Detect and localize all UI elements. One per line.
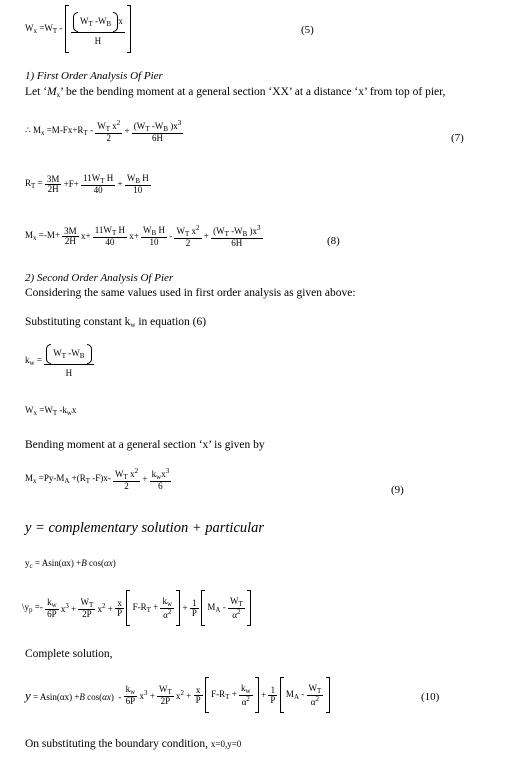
paragraph-bending-moment-definition: Let ‘$M_x$’ be the bending moment at a general section ‘XX’ at a distance ‘x’ from top of pier, [25, 86, 446, 99]
equation-number-9: (9) [391, 484, 404, 496]
para3-text: Substituting constant k [25, 316, 131, 328]
equation-9: $M_x =Py-M_A +(R_T$ -F)x- $\frac{W_T x^2}{2}$ + $\frac{k_wx^3}{6}$ [25, 467, 170, 491]
section-heading-second-order: 2) Second Order Analysis Of Pier [25, 272, 174, 284]
para1-pre: Let ‘ [25, 86, 48, 98]
equation-10: y = Asin(αx) +B cos(αx) - $\frac{k_w}{6P}$ $x^3$ + $\frac{W_T}{2P}$ $x^2$ + $\frac{x}{P}$ $F-R_T$ + $\frac{k_w}{\alpha^2}$ + $\frac{1}{P}$ $M_A$ - $\frac{W_T}{\alpha^2}$ [25, 677, 330, 713]
section-heading-first-order: 1) First Order Analysis Of Pier [25, 70, 163, 82]
equation-yc: $y_c = Asin(\alpha x) +B$ cos(αx) [25, 558, 116, 570]
equation-7: ∴ $M_x =M-Fx+R_T$ - $\frac{W_T x^2}{2}$ + $\frac{(W_T -W_B )x^3}{6H}$ [25, 119, 182, 143]
equation-kw: $k_w$ = $\frac{W_T -W_B}{H}$ [25, 344, 94, 378]
para1-post: ’ be the bending moment at a general section ‘XX’ at a distance ‘x’ from top of pier, [60, 86, 446, 98]
paragraph-boundary-condition [25, 738, 241, 750]
paragraph-bending-moment-section: Bending moment at a general section ‘x’ is given by [25, 439, 265, 451]
equation-number-7: (7) [451, 132, 464, 144]
equation-wx: $W_x =W_T$ $-k_wx$ [25, 405, 77, 417]
equation-5: $W_x =W_T$ - $\frac{W_T -W_B x}{H}$ [25, 5, 131, 53]
equation-reaction-rt: $R_T$ = $\frac{3M}{2H}$ +F+ $\frac{11W_T H}{40}$ + $\frac{W_B H}{10}$ [25, 173, 149, 195]
para1-symbol: M [47, 86, 57, 98]
paragraph-complete-solution: Complete solution, [25, 648, 113, 660]
para6-text: On substituting the boundary condition, [25, 738, 209, 750]
paragraph-same-values: Considering the same values used in first order analysis as given above: [25, 287, 356, 299]
equation-number-8: (8) [327, 235, 340, 247]
para3-post: in equation (6) [135, 316, 207, 328]
equation-8: $M_x =-M+$ $\frac{3M}{2H}$ x+ $\frac{11W_T H}{40}$ x+ $\frac{W_B H}{10}$ - $\frac{W_T x^2}{2}$ + $\frac{(W_T -W_B )x^3}{6H}$ [25, 224, 261, 248]
equation-number-10: (10) [421, 691, 440, 703]
solution-statement: y = complementary solution + particular [25, 520, 265, 536]
equation-yp: $\backslash y_p$ =- $\frac{k_w}{6P}$ $x^3$ + $\frac{W_T}{2P}$ $x^2$ + $\frac{x}{P}$ $F-R_T$ + $\frac{k_w}{\alpha^2}$ + $\frac{1}{P}$ $M_A$ - $\frac{W_T}{\alpha^2}$ [22, 590, 251, 626]
para6-cond: x=0,y=0 [210, 739, 242, 749]
para3-sub: w [130, 321, 136, 329]
paragraph-substituting-kw [25, 316, 206, 329]
equation-number-5: (5) [301, 24, 314, 36]
